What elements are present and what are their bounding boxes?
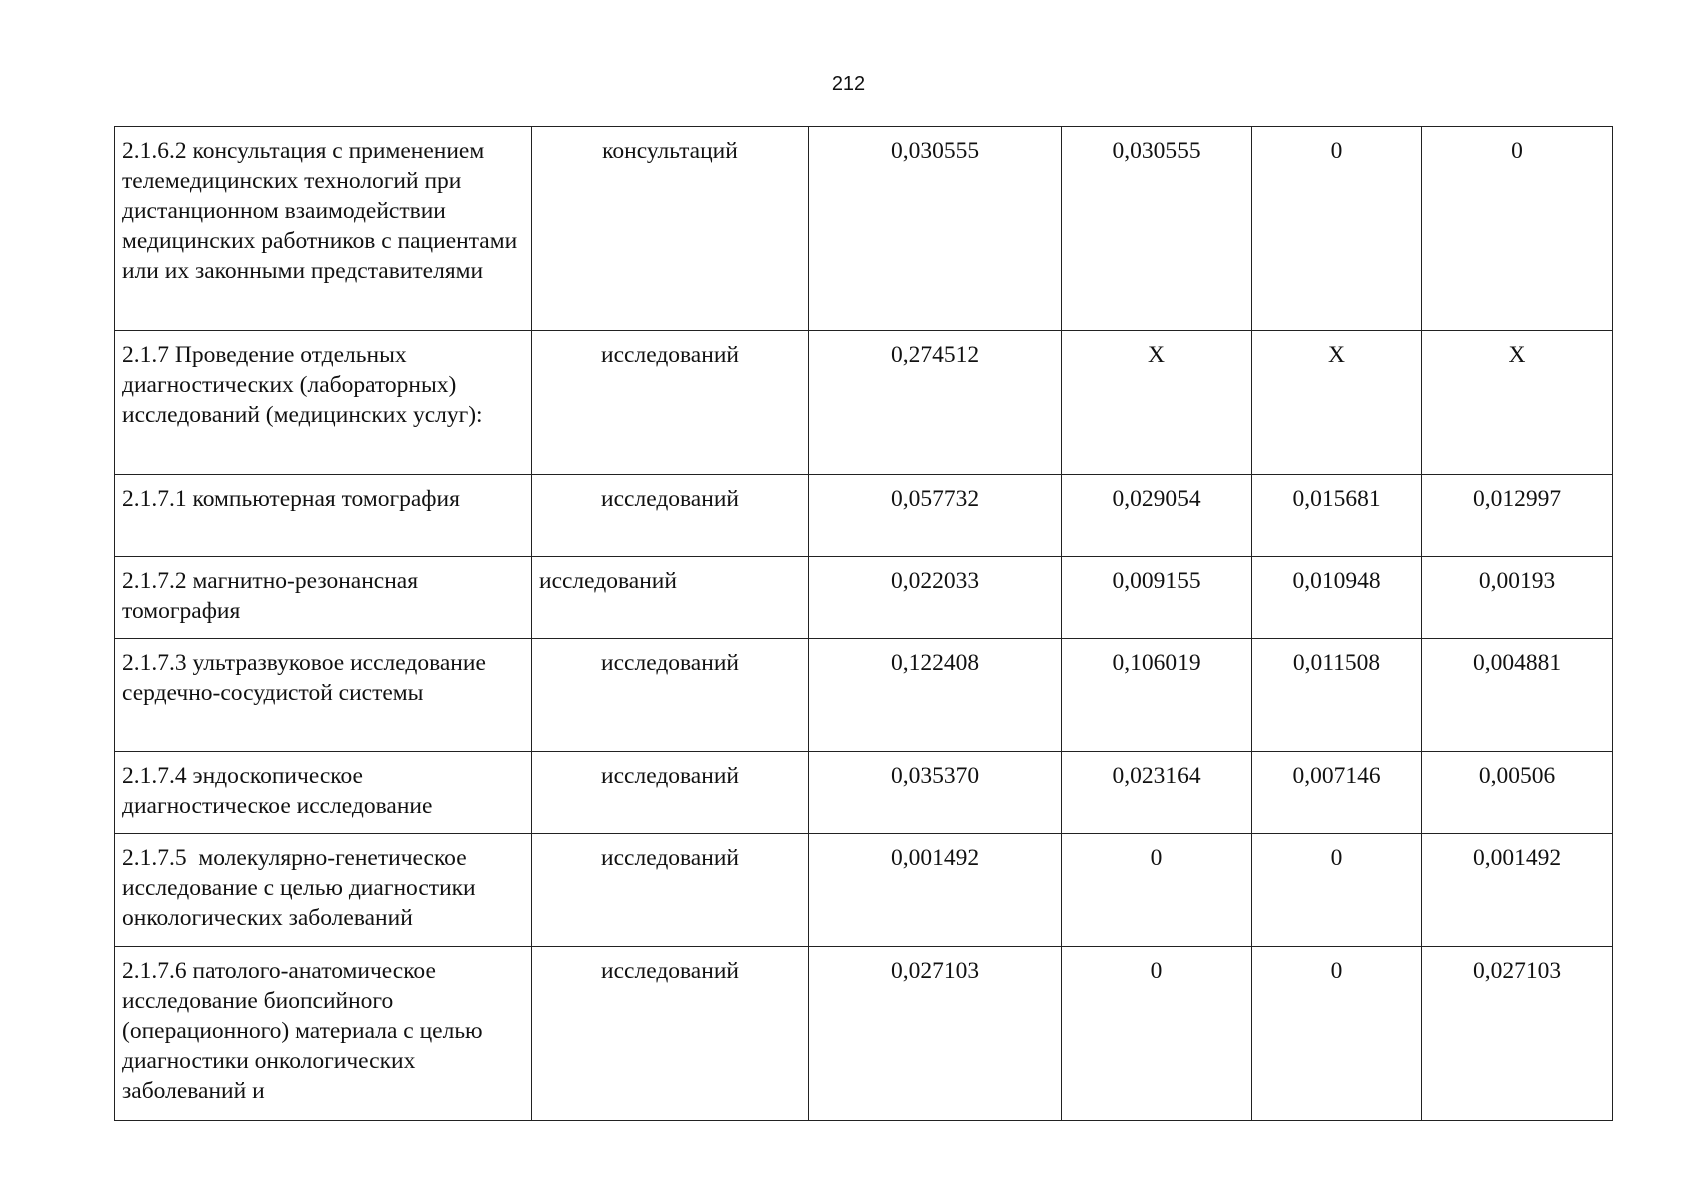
row-name: 2.1.7.3 ультразвуковое исследование сердечно-сосудистой системы	[122, 650, 492, 706]
table-row	[115, 557, 1613, 639]
row-value-3: 0	[1252, 834, 1422, 947]
row-value-3: 0,011508	[1252, 639, 1422, 752]
row-name-cell	[115, 475, 532, 557]
row-unit-cell: консультаций	[532, 127, 809, 331]
row-name-cell	[115, 127, 532, 331]
row-unit-cell: исследований	[532, 947, 809, 1121]
table-row	[115, 947, 1613, 1121]
row-name: 2.1.7.5 молекулярно-генетическое исследование с целью диагностики онкологических заболеваний	[122, 845, 482, 931]
row-name-cell	[115, 752, 532, 834]
row-value-1: 0,022033	[809, 557, 1062, 639]
row-value-2: 0	[1062, 834, 1252, 947]
row-name-cell	[115, 834, 532, 947]
row-value-3: 0,015681	[1252, 475, 1422, 557]
row-unit-cell: исследований	[532, 331, 809, 475]
row-value-4: 0,00506	[1422, 752, 1613, 834]
row-value-1: 0,122408	[809, 639, 1062, 752]
row-value-1: 0,274512	[809, 331, 1062, 475]
table-row	[115, 475, 1613, 557]
row-name-cell	[115, 331, 532, 475]
row-name: 2.1.7.6 патолого-анатомическое исследование биопсийного (операционного) материала с целью диагностики онкологических заболеваний и	[122, 958, 489, 1104]
row-value-1: 0,027103	[809, 947, 1062, 1121]
row-value-2: 0,106019	[1062, 639, 1252, 752]
row-value-4: 0,004881	[1422, 639, 1613, 752]
row-name: 2.1.7.2 магнитно-резонансная томография	[122, 568, 424, 624]
row-value-4: X	[1422, 331, 1613, 475]
row-unit-cell: исследований	[532, 834, 809, 947]
table-row	[115, 639, 1613, 752]
row-unit-cell: исследований	[532, 752, 809, 834]
row-value-1: 0,030555	[809, 127, 1062, 331]
row-name-cell	[115, 639, 532, 752]
row-value-4: 0	[1422, 127, 1613, 331]
row-value-1: 0,001492	[809, 834, 1062, 947]
row-value-2: 0,030555	[1062, 127, 1252, 331]
row-value-2: 0	[1062, 947, 1252, 1121]
row-value-3: 0	[1252, 127, 1422, 331]
row-name: 2.1.7 Проведение отдельных диагностических (лабораторных) исследований (медицинских услуг):	[122, 342, 483, 428]
data-table	[114, 126, 1613, 1121]
row-value-2: 0,023164	[1062, 752, 1252, 834]
row-name: 2.1.7.1 компьютерная томография	[122, 486, 460, 512]
row-value-3: X	[1252, 331, 1422, 475]
table-row	[115, 834, 1613, 947]
row-unit-cell: исследований	[532, 557, 809, 639]
row-value-4: 0,027103	[1422, 947, 1613, 1121]
page-number: 212	[831, 73, 866, 95]
row-name: 2.1.7.4 эндоскопическое диагностическое исследование	[122, 763, 433, 819]
row-value-3: 0,007146	[1252, 752, 1422, 834]
row-value-4: 0,00193	[1422, 557, 1613, 639]
table-row	[115, 752, 1613, 834]
row-value-3: 0	[1252, 947, 1422, 1121]
row-name: 2.1.6.2 консультация с применением телемедицинских технологий при дистанционном взаимодействии медицинских работников с пациентами или их законными представителями	[122, 138, 524, 284]
row-unit-cell: исследований	[532, 475, 809, 557]
row-value-1: 0,057732	[809, 475, 1062, 557]
table-row	[115, 331, 1613, 475]
row-name-cell	[115, 947, 532, 1121]
row-value-2: X	[1062, 331, 1252, 475]
row-value-3: 0,010948	[1252, 557, 1422, 639]
row-value-4: 0,012997	[1422, 475, 1613, 557]
table-row	[115, 127, 1613, 331]
row-unit-cell: исследований	[532, 639, 809, 752]
row-value-4: 0,001492	[1422, 834, 1613, 947]
row-value-2: 0,029054	[1062, 475, 1252, 557]
row-name-cell	[115, 557, 532, 639]
row-value-2: 0,009155	[1062, 557, 1252, 639]
row-value-1: 0,035370	[809, 752, 1062, 834]
